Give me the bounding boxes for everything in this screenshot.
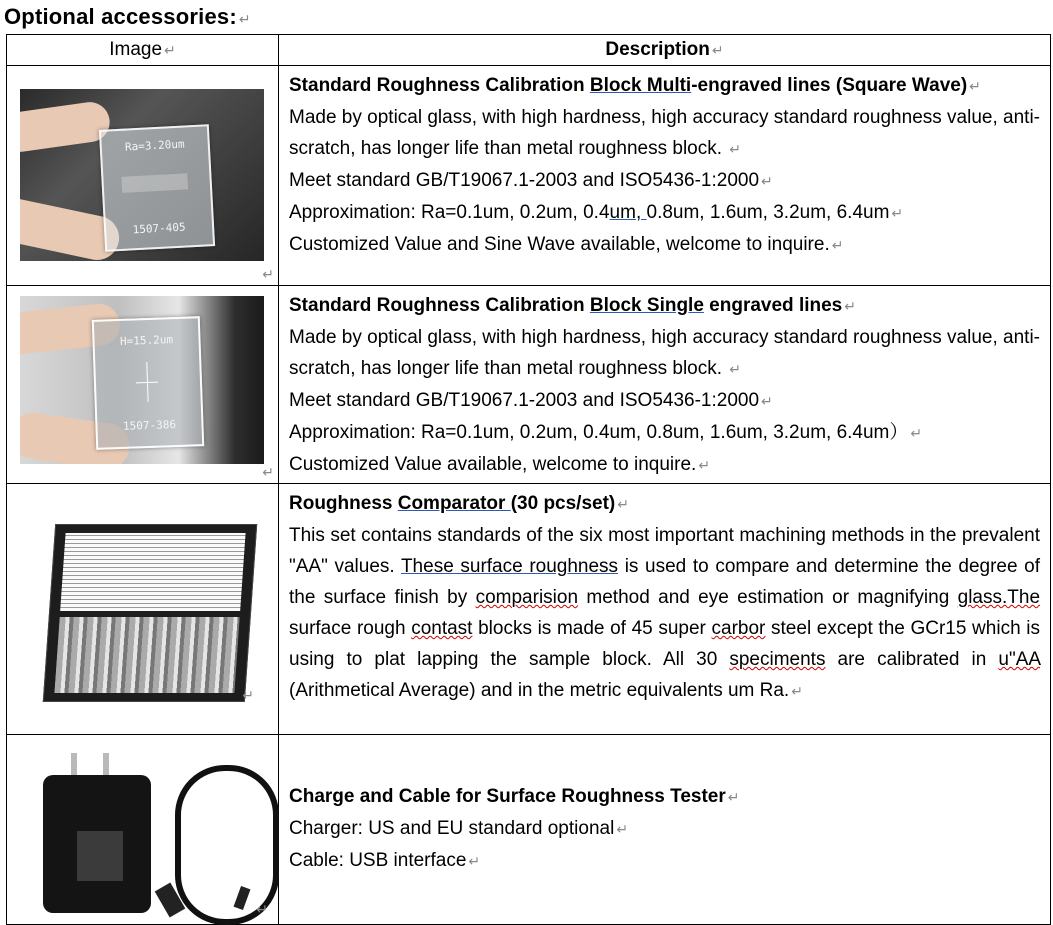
item-text: Cable: USB interface ↵ [289,849,481,871]
image-cell [7,735,279,925]
description-cell [279,484,1051,735]
item-text: Made by optical glass, with high hardness, high accuracy standard roughness value, anti-scratch, has longer life than metal roughness block. ↵ [289,107,1040,159]
item-text: Approximation: Ra=0.1um, 0.2um, 0.4um, 0.8um, 1.6um, 3.2um, 6.4um） ↵ [289,422,923,443]
glass-label-bottom: 1507-405 [132,220,186,237]
accessories-table [6,34,1051,925]
item-text: Customized Value and Sine Wave available, welcome to inquire. ↵ [289,234,844,255]
item-text: Meet standard GB/T19067.1-2003 and ISO5436-1:2000 ↵ [289,390,773,411]
paragraph-mark: ↵ [262,464,274,480]
image-cell [7,286,279,484]
table-row [7,735,1051,925]
glass-label-top: H=15.2um [119,333,174,348]
table-row [7,286,1051,484]
item-title: Standard Roughness Calibration Block Multi-engraved lines (Square Wave) ↵ [289,75,981,96]
item-text: This set contains standards of the six most important machining methods in the prevalent "AA" values. These surface roughness is used to compare and determine the degree of the surface finish by comparision method and eye estimation or magnifying glass.The surface rough contast blocks is made of 45 super carbor steel except the GCr15 which is using to plat lapping the sample block. All 30 speciments are calibrated in u"AA (Arithmetical Average) and in the metric equivalents um Ra. ↵ [289,525,1041,701]
description-cell [279,735,1051,925]
paragraph-mark: ↵ [238,11,251,27]
header-image: Image ↵ [7,35,279,66]
paragraph-mark: ↵ [256,901,268,917]
roughness-comparator-photo [43,524,257,702]
item-text: Made by optical glass, with high hardness, high accuracy standard roughness value, anti-scratch, has longer life than metal roughness block. ↵ [289,327,1040,379]
item-title: Roughness Comparator (30 pcs/set) ↵ [289,493,629,514]
item-title: Standard Roughness Calibration Block Single engraved lines ↵ [289,295,856,316]
header-row [7,35,1051,66]
image-cell [7,484,279,735]
description-cell [279,66,1051,286]
glass-label-bottom: 1507-386 [122,418,177,433]
image-cell [7,66,279,286]
item-text: Approximation: Ra=0.1um, 0.2um, 0.4um, 0.8um, 1.6um, 3.2um, 6.4um ↵ [289,202,904,223]
charger-cable-photo [7,735,279,925]
section-heading: Optional accessories: ↵ [4,4,251,29]
item-title: Charge and Cable for Surface Roughness Tester ↵ [289,785,740,807]
header-description: Description ↵ [279,35,1051,66]
paragraph-mark: ↵ [242,687,254,703]
glass-label-top: Ra=3.20um [124,137,185,154]
description-cell [279,286,1051,484]
table-row [7,66,1051,286]
table-row [7,484,1051,735]
item-text: Charger: US and EU standard optional ↵ [289,817,629,839]
calibration-block-single-photo [20,296,264,464]
item-text: Meet standard GB/T19067.1-2003 and ISO5436-1:2000 ↵ [289,170,773,191]
item-text: Customized Value available, welcome to inquire. ↵ [289,454,711,475]
paragraph-mark: ↵ [262,266,274,282]
calibration-block-multi-photo [20,89,264,261]
